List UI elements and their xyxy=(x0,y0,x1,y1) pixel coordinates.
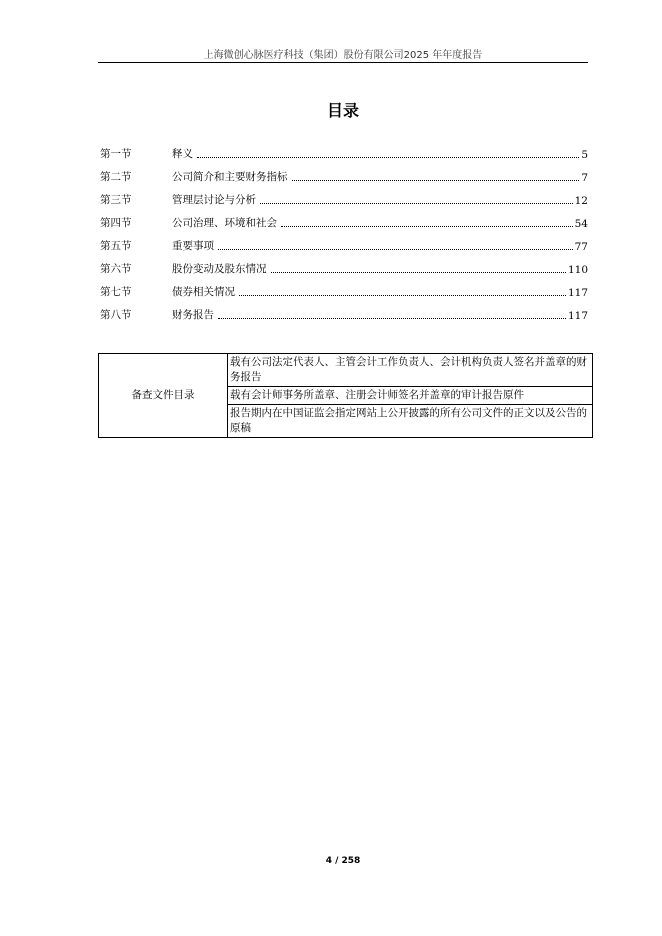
toc-page-number: 117 xyxy=(567,310,588,322)
toc-section-number: 第四节 xyxy=(100,217,132,229)
page-number-footer: 4 / 258 xyxy=(325,856,361,866)
running-header: 上海微创心脉医疗科技（集团）股份有限公司2025 年年度报告 xyxy=(203,50,483,61)
toc-section-title: 释义 xyxy=(172,148,193,160)
toc-section-number: 第七节 xyxy=(100,286,132,298)
toc-entry[interactable] xyxy=(100,161,588,184)
reference-file-item: 载有会计师事务所盖章、注册会计师签名并盖章的审计报告原件 xyxy=(228,387,593,405)
toc-section-number: 第八节 xyxy=(100,309,132,321)
toc-section-number: 第三节 xyxy=(100,194,132,206)
toc-section-number: 第二节 xyxy=(100,171,132,183)
toc-entry[interactable] xyxy=(100,276,588,299)
toc-leader-dots xyxy=(239,294,566,296)
toc-page-number: 7 xyxy=(581,172,588,184)
toc-page-number: 5 xyxy=(581,149,588,161)
toc-entry[interactable] xyxy=(100,207,588,230)
toc-section-title: 公司治理、环境和社会 xyxy=(172,217,277,229)
toc-section-number: 第五节 xyxy=(100,240,132,252)
toc-section-title: 重要事项 xyxy=(172,240,214,252)
toc-entry[interactable] xyxy=(100,184,588,207)
reference-file-item: 报告期内在中国证监会指定网站上公开披露的所有公司文件的正文以及公告的原稿 xyxy=(228,405,593,438)
reference-files-table xyxy=(98,353,593,438)
toc-entry[interactable] xyxy=(100,230,588,253)
header-divider xyxy=(98,62,588,63)
table-of-contents xyxy=(100,138,588,322)
toc-page-number: 54 xyxy=(574,218,588,230)
reference-file-item: 载有公司法定代表人、主管会计工作负责人、会计机构负责人签名并盖章的财务报告 xyxy=(228,354,593,387)
toc-leader-dots xyxy=(271,271,566,273)
toc-leader-dots xyxy=(292,179,580,181)
toc-section-title: 管理层讨论与分析 xyxy=(172,194,256,206)
toc-leader-dots xyxy=(218,317,566,319)
toc-page-number: 77 xyxy=(574,241,588,253)
toc-entry[interactable] xyxy=(100,299,588,322)
toc-page-number: 117 xyxy=(567,287,588,299)
toc-section-number: 第一节 xyxy=(100,148,132,160)
toc-leader-dots xyxy=(260,202,573,204)
toc-section-title: 债券相关情况 xyxy=(172,286,235,298)
toc-page-number: 12 xyxy=(574,195,588,207)
toc-leader-dots xyxy=(197,156,579,158)
toc-leader-dots xyxy=(218,248,573,250)
toc-page-number: 110 xyxy=(567,264,588,276)
toc-section-title: 公司简介和主要财务指标 xyxy=(172,171,288,183)
reference-files-label: 备查文件目录 xyxy=(99,354,228,438)
toc-leader-dots xyxy=(281,225,573,227)
page-title: 目录 xyxy=(326,101,359,120)
toc-section-number: 第六节 xyxy=(100,263,132,275)
toc-entry[interactable] xyxy=(100,253,588,276)
toc-section-title: 股份变动及股东情况 xyxy=(172,263,267,275)
toc-section-title: 财务报告 xyxy=(172,309,214,321)
toc-entry[interactable] xyxy=(100,138,588,161)
